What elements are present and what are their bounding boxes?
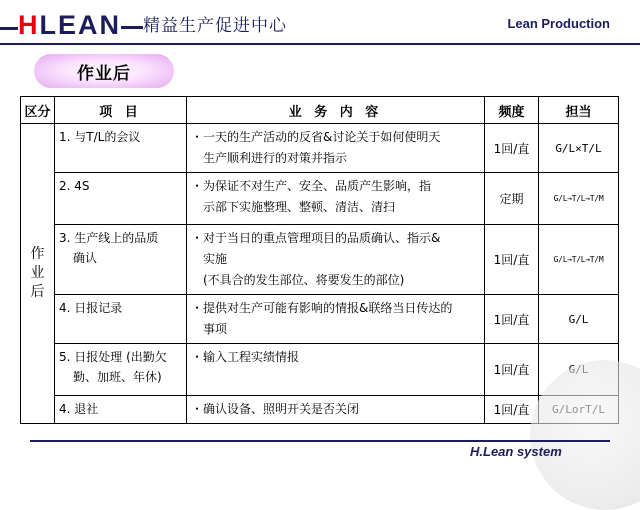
logo — [18, 10, 121, 40]
owner-cell: G/L×T/L — [539, 124, 619, 173]
content-text: 实施 — [203, 252, 228, 266]
frequency-cell: 定期 — [485, 173, 539, 225]
content-cell — [187, 124, 485, 173]
item-cell — [55, 173, 187, 225]
content-cell — [187, 225, 485, 295]
frequency-cell: 1回/直 — [485, 225, 539, 295]
content-cell — [187, 173, 485, 225]
owner-cell: G/L→T/L→T/M — [539, 225, 619, 295]
lean-production-label: Lean Production — [507, 16, 610, 31]
table-header-row — [21, 97, 619, 124]
frequency-cell: 1回/直 — [485, 295, 539, 344]
brand-name-cn: 精益生产促进中心 — [143, 16, 287, 36]
item-text: 1. 与T/L的会议 — [59, 130, 141, 144]
item-text: 2. 4S — [59, 179, 90, 193]
table-row — [21, 295, 619, 344]
category-char: 业 — [30, 265, 45, 281]
content-text: ・为保证不对生产、安全、品质产生影响，指 — [191, 179, 432, 193]
owner-cell: G/L — [539, 295, 619, 344]
item-cell — [55, 344, 187, 396]
content-cell — [187, 295, 485, 344]
header-category: 区分 — [21, 97, 55, 124]
item-text: 3. 生产线上的品质 — [59, 231, 159, 245]
category-char: 作 — [30, 246, 45, 262]
header — [0, 0, 640, 44]
category-char: 后 — [30, 284, 45, 300]
content-text: ・输入工程实绩情报 — [191, 350, 300, 364]
item-text: 5. 日报处理 (出勤欠 — [59, 350, 167, 364]
content-text: 生产顺利进行的对策并指示 — [203, 151, 348, 165]
item-cell — [55, 295, 187, 344]
content-text: 示部下实施整理、整顿、清洁、清扫 — [203, 200, 396, 214]
logo-h: H — [18, 10, 40, 40]
header-frequency: 频度 — [485, 97, 539, 124]
content-text: ・提供对生产可能有影响的情报&联络当日传达的 — [191, 301, 453, 315]
frequency-cell: 1回/直 — [485, 124, 539, 173]
header-item: 项 目 — [55, 97, 187, 124]
table-row — [21, 124, 619, 173]
owner-cell: G/L→T/L→T/M — [539, 173, 619, 225]
content-cell — [187, 344, 485, 396]
item-text: 勤、加班、年休) — [73, 370, 162, 384]
content-text: 事项 — [203, 322, 228, 336]
logo-left-line — [0, 27, 18, 30]
frequency-cell: 1回/直 — [485, 344, 539, 396]
item-text: 确认 — [73, 251, 98, 265]
task-table — [20, 96, 619, 424]
item-cell — [55, 396, 187, 424]
content-text: ・对于当日的重点管理项目的品质确认、指示& — [191, 231, 441, 245]
section-title: 作业后 — [77, 63, 131, 84]
item-text: 4. 退社 — [59, 402, 99, 416]
content-text: (不具合的发生部位、将要发生的部位) — [203, 273, 405, 287]
header-divider — [0, 43, 640, 45]
content-cell — [187, 396, 485, 424]
item-cell — [55, 124, 187, 173]
table-row — [21, 225, 619, 295]
content-text: ・确认设备、照明开关是否关闭 — [191, 402, 360, 416]
frequency-cell: 1回/直 — [485, 396, 539, 424]
table-row — [21, 396, 619, 424]
logo-lean: LEAN — [39, 10, 121, 40]
header-content: 业 务 内 容 — [187, 97, 485, 124]
footer-system-name: H.Lean system — [470, 444, 562, 459]
table-row — [21, 344, 619, 396]
table-row — [21, 173, 619, 225]
category-cell — [21, 124, 55, 424]
header-owner: 担当 — [539, 97, 619, 124]
footer-divider — [30, 440, 610, 442]
content-text: ・一天的生产活动的反省&讨论关于如何使明天 — [191, 130, 441, 144]
item-cell — [55, 225, 187, 295]
item-text: 4. 日报记录 — [59, 301, 123, 315]
logo-dash — [121, 26, 143, 29]
section-title-pill — [34, 54, 174, 88]
